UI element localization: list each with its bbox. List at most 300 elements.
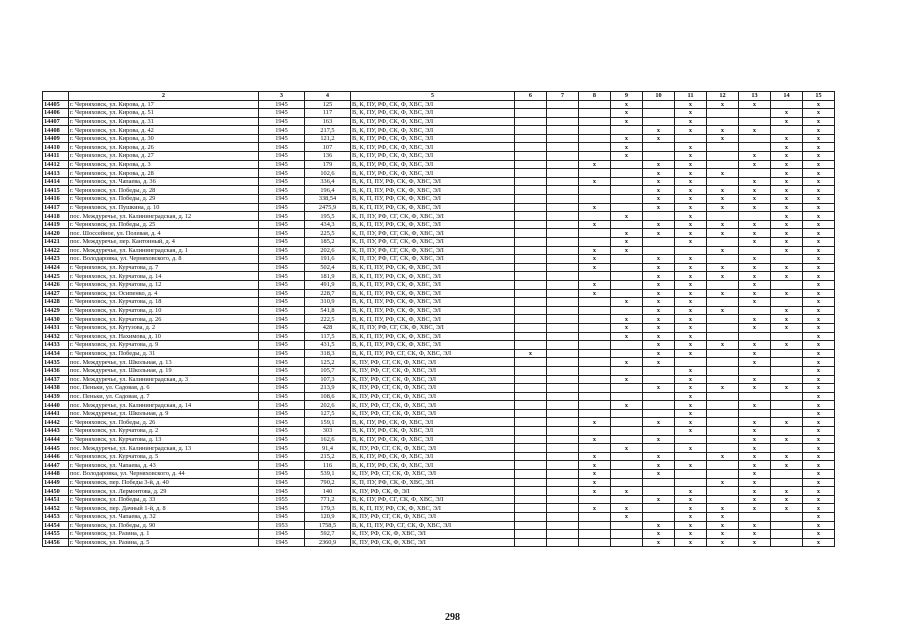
column-header: 14 <box>771 92 803 101</box>
flag-cell: x <box>739 461 771 470</box>
flag-cell <box>611 366 643 375</box>
flag-cell <box>675 435 707 444</box>
flag-cell <box>547 538 579 547</box>
area-cell: 215,2 <box>305 452 351 461</box>
table-row <box>43 143 835 152</box>
flag-cell <box>547 349 579 358</box>
address-cell: г. Черняховск, ул. Кирова, д. 51 <box>69 109 259 118</box>
flag-cell: x <box>611 109 643 118</box>
flag-cell <box>771 521 803 530</box>
flag-cell: x <box>707 203 739 212</box>
flag-cell <box>515 323 547 332</box>
services-cell: К, ПУ, РФ, СК, Ф, ЭЛ <box>351 487 515 496</box>
flag-cell: x <box>707 478 739 487</box>
services-cell: В, К, ПУ, РФ, СК, Ф, ХВС, ЭЛ <box>351 134 515 143</box>
area-cell: 217,5 <box>305 126 351 135</box>
flag-cell <box>547 272 579 281</box>
flag-cell <box>707 418 739 427</box>
flag-cell <box>547 427 579 436</box>
flag-cell: x <box>739 272 771 281</box>
flag-cell <box>515 263 547 272</box>
flag-cell: x <box>579 504 611 513</box>
flag-cell <box>739 409 771 418</box>
flag-cell <box>579 513 611 522</box>
flag-cell: x <box>675 280 707 289</box>
flag-cell <box>515 366 547 375</box>
flag-cell <box>579 401 611 410</box>
flag-cell <box>707 280 739 289</box>
table-row <box>43 246 835 255</box>
flag-cell: x <box>739 530 771 539</box>
flag-cell: x <box>675 263 707 272</box>
flag-cell <box>547 401 579 410</box>
flag-cell <box>547 169 579 178</box>
record-id: 14415 <box>43 186 69 195</box>
flag-cell: x <box>739 203 771 212</box>
flag-cell: x <box>707 263 739 272</box>
flag-cell <box>547 435 579 444</box>
flag-cell: x <box>675 530 707 539</box>
flag-cell: x <box>707 504 739 513</box>
flag-cell <box>547 341 579 350</box>
flag-cell: x <box>611 315 643 324</box>
services-cell: В, К, П, ПУ, РФ, СК, Ф, ХВС, ЭЛ <box>351 332 515 341</box>
flag-cell: x <box>771 461 803 470</box>
flag-cell: x <box>675 444 707 453</box>
flag-cell: x <box>675 255 707 264</box>
flag-cell <box>707 470 739 479</box>
record-id: 14436 <box>43 366 69 375</box>
table-row <box>43 427 835 436</box>
flag-cell <box>579 134 611 143</box>
flag-cell <box>771 530 803 539</box>
flag-cell: x <box>579 255 611 264</box>
flag-cell: x <box>675 349 707 358</box>
flag-cell <box>515 513 547 522</box>
flag-cell: x <box>803 246 835 255</box>
record-id: 14425 <box>43 272 69 281</box>
record-id: 14443 <box>43 427 69 436</box>
flag-cell: x <box>803 126 835 135</box>
services-cell: В, К, П, ПУ, РФ, СК, Ф, ХВС, ЭЛ <box>351 289 515 298</box>
table-row <box>43 255 835 264</box>
flag-cell: x <box>739 160 771 169</box>
flag-cell: x <box>803 186 835 195</box>
flag-cell: x <box>803 427 835 436</box>
flag-cell: x <box>803 366 835 375</box>
flag-cell <box>515 220 547 229</box>
flag-cell <box>611 349 643 358</box>
flag-cell: x <box>803 203 835 212</box>
table-row <box>43 272 835 281</box>
record-id: 14438 <box>43 384 69 393</box>
column-header: 7 <box>547 92 579 101</box>
services-cell: В, К, П, ПУ, РФ, СК, Ф, ХВС, ЭЛ <box>351 186 515 195</box>
flag-cell: x <box>675 384 707 393</box>
record-id: 14449 <box>43 478 69 487</box>
flag-cell: x <box>675 212 707 221</box>
flag-cell <box>547 238 579 247</box>
flag-cell <box>515 246 547 255</box>
address-cell: пос. Междуречье, ул. Школьная, д. 19 <box>69 366 259 375</box>
flag-cell <box>739 143 771 152</box>
record-id: 14418 <box>43 212 69 221</box>
table-row <box>43 384 835 393</box>
services-cell: В, К, П, ПУ, РФ, СК, Ф, ХВС, ЭЛ <box>351 177 515 186</box>
flag-cell: x <box>707 538 739 547</box>
flag-cell <box>643 238 675 247</box>
record-id: 14439 <box>43 392 69 401</box>
flag-cell <box>547 186 579 195</box>
flag-cell <box>515 341 547 350</box>
flag-cell: x <box>579 246 611 255</box>
record-id: 14414 <box>43 177 69 186</box>
flag-cell: x <box>675 169 707 178</box>
services-cell: В, К, П, ПУ, РФ, СК, Ф, ХВС, ЭЛ <box>351 341 515 350</box>
flag-cell: x <box>771 177 803 186</box>
flag-cell <box>547 160 579 169</box>
flag-cell <box>611 538 643 547</box>
area-cell: 125,2 <box>305 358 351 367</box>
flag-cell <box>707 238 739 247</box>
flag-cell: x <box>643 349 675 358</box>
services-cell: К, ПУ, РФ, СГ, СК, Ф, ХВС, ЭЛ <box>351 366 515 375</box>
year-cell: 1945 <box>259 315 305 324</box>
flag-cell: x <box>803 255 835 264</box>
area-cell: 105,7 <box>305 366 351 375</box>
flag-cell: x <box>643 521 675 530</box>
flag-cell: x <box>675 366 707 375</box>
flag-cell: x <box>643 461 675 470</box>
flag-cell: x <box>611 298 643 307</box>
address-cell: г. Черняховск, ул. Кирова, д. 3 <box>69 160 259 169</box>
flag-cell: x <box>675 100 707 109</box>
table-row <box>43 126 835 135</box>
table-row <box>43 238 835 247</box>
flag-cell: x <box>579 478 611 487</box>
flag-cell: x <box>643 255 675 264</box>
flag-cell: x <box>707 186 739 195</box>
flag-cell: x <box>771 117 803 126</box>
flag-cell <box>547 109 579 118</box>
area-cell: 790,2 <box>305 478 351 487</box>
flag-cell: x <box>771 160 803 169</box>
record-id: 14447 <box>43 461 69 470</box>
flag-cell <box>515 401 547 410</box>
flag-cell: x <box>803 409 835 418</box>
flag-cell <box>707 375 739 384</box>
flag-cell <box>707 323 739 332</box>
flag-cell: x <box>675 298 707 307</box>
flag-cell <box>547 177 579 186</box>
flag-cell: x <box>803 323 835 332</box>
area-cell: 202,6 <box>305 401 351 410</box>
flag-cell: x <box>707 126 739 135</box>
flag-cell: x <box>771 195 803 204</box>
page-number: 298 <box>445 612 460 623</box>
flag-cell <box>643 427 675 436</box>
address-cell: г. Черняховск, ул. Курчатова, д. 9 <box>69 341 259 350</box>
flag-cell <box>739 366 771 375</box>
flag-cell <box>515 470 547 479</box>
table-row <box>43 289 835 298</box>
flag-cell: x <box>675 117 707 126</box>
flag-cell <box>579 169 611 178</box>
flag-cell: x <box>739 220 771 229</box>
address-cell: г. Черняховск, ул. Победы, д. 26 <box>69 418 259 427</box>
flag-cell: x <box>803 513 835 522</box>
year-cell: 1945 <box>259 152 305 161</box>
services-cell: В, К, П, ПУ, РФ, СК, Ф, ХВС, ЭЛ <box>351 195 515 204</box>
services-cell: В, К, П, ПУ, РФ, СК, Ф, ХВС, ЭЛ <box>351 272 515 281</box>
table-row <box>43 470 835 479</box>
services-cell: К, ПУ, РФ, СГ, СК, Ф, ХВС, ЭЛ <box>351 384 515 393</box>
flag-cell <box>579 100 611 109</box>
flag-cell: x <box>739 152 771 161</box>
flag-cell <box>547 298 579 307</box>
flag-cell: x <box>803 384 835 393</box>
flag-cell: x <box>803 160 835 169</box>
flag-cell <box>675 358 707 367</box>
table-row <box>43 298 835 307</box>
flag-cell: x <box>803 195 835 204</box>
flag-cell: x <box>739 495 771 504</box>
flag-cell: x <box>675 203 707 212</box>
table-body <box>43 100 835 547</box>
address-cell: г. Черняховск, ул. Победы, д. 25 <box>69 220 259 229</box>
flag-cell: x <box>643 195 675 204</box>
address-cell: пос. Междуречье, ул. Калининградская, д. 13 <box>69 444 259 453</box>
flag-cell <box>515 100 547 109</box>
flag-cell: x <box>675 538 707 547</box>
services-cell: В, К, ПУ, РФ, СК, Ф, ХВС, ЭЛ <box>351 152 515 161</box>
area-cell: 228,7 <box>305 289 351 298</box>
flag-cell: x <box>611 358 643 367</box>
flag-cell <box>579 427 611 436</box>
year-cell: 1945 <box>259 323 305 332</box>
year-cell: 1945 <box>259 255 305 264</box>
column-header: 9 <box>611 92 643 101</box>
flag-cell <box>707 255 739 264</box>
flag-cell <box>547 504 579 513</box>
address-cell: пос. Пеньки, ул. Садовая, д. 6 <box>69 384 259 393</box>
flag-cell: x <box>803 461 835 470</box>
flag-cell: x <box>739 255 771 264</box>
flag-cell: x <box>771 306 803 315</box>
address-cell: г. Черняховск, ул. Курчатова, д. 14 <box>69 272 259 281</box>
address-cell: г. Черняховск, ул. Чапаева, д. 32 <box>69 513 259 522</box>
record-id: 14426 <box>43 280 69 289</box>
flag-cell: x <box>771 152 803 161</box>
year-cell: 1945 <box>259 169 305 178</box>
area-cell: 107 <box>305 143 351 152</box>
area-cell: 117 <box>305 109 351 118</box>
table-row <box>43 521 835 530</box>
table-row <box>43 117 835 126</box>
record-id: 14431 <box>43 323 69 332</box>
flag-cell: x <box>739 195 771 204</box>
flag-cell: x <box>739 323 771 332</box>
flag-cell: x <box>515 349 547 358</box>
flag-cell <box>579 315 611 324</box>
flag-cell <box>643 401 675 410</box>
services-cell: В, К, ПУ, РФ, СК, Ф, ХВС, ЭЛ <box>351 117 515 126</box>
flag-cell: x <box>707 246 739 255</box>
flag-cell: x <box>771 169 803 178</box>
flag-cell <box>707 427 739 436</box>
flag-cell: x <box>803 530 835 539</box>
table-row <box>43 100 835 109</box>
flag-cell <box>611 521 643 530</box>
table-row <box>43 444 835 453</box>
table-row <box>43 349 835 358</box>
column-header: 11 <box>675 92 707 101</box>
year-cell: 1945 <box>259 435 305 444</box>
record-id: 14452 <box>43 504 69 513</box>
flag-cell: x <box>803 435 835 444</box>
flag-cell: x <box>675 152 707 161</box>
address-cell: пос. Междуречье, ул. Школьная, д. 9 <box>69 409 259 418</box>
services-cell: В, К, П, ПУ, РФ, СК, Ф, ХВС, ЭЛ <box>351 263 515 272</box>
address-cell: пос. Володаровка, ул. Черняховского, д. 44 <box>69 470 259 479</box>
flag-cell <box>515 255 547 264</box>
flag-cell: x <box>739 504 771 513</box>
flag-cell <box>579 375 611 384</box>
record-id: 14407 <box>43 117 69 126</box>
record-id: 14421 <box>43 238 69 247</box>
area-cell: 121,2 <box>305 134 351 143</box>
year-cell: 1945 <box>259 195 305 204</box>
flag-cell <box>547 280 579 289</box>
address-cell: г. Черняховск, пер. Победы 3-й, д. 40 <box>69 478 259 487</box>
flag-cell <box>611 186 643 195</box>
services-cell: В, К, П, ПУ, РФ, СК, Ф, ХВС, ЭЛ <box>351 315 515 324</box>
table-row <box>43 109 835 118</box>
flag-cell: x <box>579 280 611 289</box>
area-cell: 336,4 <box>305 177 351 186</box>
flag-cell: x <box>707 100 739 109</box>
year-cell: 1945 <box>259 126 305 135</box>
flag-cell <box>611 177 643 186</box>
flag-cell: x <box>643 169 675 178</box>
flag-cell <box>547 358 579 367</box>
flag-cell <box>547 229 579 238</box>
address-cell: пос. Междуречье, ул. Калининградская, д. 3 <box>69 375 259 384</box>
flag-cell: x <box>739 478 771 487</box>
year-cell: 1945 <box>259 538 305 547</box>
flag-cell: x <box>739 358 771 367</box>
services-cell: К, ПУ, РФ, СГ, СК, Ф, ХВС, ЭЛ <box>351 358 515 367</box>
address-cell: пос. Междуречье, ул. Калининградская, д. 1 <box>69 246 259 255</box>
address-cell: пос. Междуречье, ул. Калининградская, д. 12 <box>69 212 259 221</box>
flag-cell: x <box>643 203 675 212</box>
flag-cell: x <box>579 452 611 461</box>
flag-cell: x <box>675 160 707 169</box>
flag-cell: x <box>643 332 675 341</box>
address-cell: г. Черняховск, ул. Курчатова, д. 12 <box>69 280 259 289</box>
year-cell: 1945 <box>259 384 305 393</box>
address-cell: г. Черняховск, ул. Кирова, д. 27 <box>69 152 259 161</box>
flag-cell <box>611 255 643 264</box>
record-id: 14448 <box>43 470 69 479</box>
services-cell: К, ПУ, РФ, СГ, СК, Ф, ХВС, ЭЛ <box>351 470 515 479</box>
flag-cell <box>515 435 547 444</box>
flag-cell <box>739 117 771 126</box>
flag-cell <box>579 341 611 350</box>
year-cell: 1945 <box>259 332 305 341</box>
flag-cell: x <box>675 143 707 152</box>
flag-cell <box>515 487 547 496</box>
record-id: 14455 <box>43 530 69 539</box>
flag-cell: x <box>739 289 771 298</box>
flag-cell: x <box>579 220 611 229</box>
flag-cell <box>547 470 579 479</box>
flag-cell <box>643 117 675 126</box>
flag-cell: x <box>707 134 739 143</box>
flag-cell: x <box>803 315 835 324</box>
services-cell: В, К, ПУ, РФ, СК, Ф, ХВС, ЭЛ <box>351 169 515 178</box>
flag-cell <box>707 152 739 161</box>
area-cell: 502,4 <box>305 263 351 272</box>
services-cell: К, П, ПУ, РФ, СГ, СК, Ф, ХВС, ЭЛ <box>351 229 515 238</box>
flag-cell <box>515 229 547 238</box>
flag-cell <box>643 366 675 375</box>
record-id: 14446 <box>43 452 69 461</box>
year-cell: 1945 <box>259 504 305 513</box>
record-id: 14423 <box>43 255 69 264</box>
table-row <box>43 392 835 401</box>
flag-cell <box>579 272 611 281</box>
flag-cell <box>515 538 547 547</box>
record-id: 14406 <box>43 109 69 118</box>
flag-cell <box>579 306 611 315</box>
record-id: 14417 <box>43 203 69 212</box>
year-cell: 1945 <box>259 160 305 169</box>
flag-cell <box>579 409 611 418</box>
address-cell: г. Черняховск, ул. Курчатова, д. 10 <box>69 306 259 315</box>
flag-cell: x <box>803 418 835 427</box>
flag-cell <box>611 341 643 350</box>
flag-cell <box>611 289 643 298</box>
table-row <box>43 538 835 547</box>
flag-cell <box>611 530 643 539</box>
flag-cell: x <box>803 263 835 272</box>
flag-cell <box>579 366 611 375</box>
flag-cell: x <box>611 212 643 221</box>
flag-cell: x <box>707 306 739 315</box>
flag-cell: x <box>611 134 643 143</box>
table-row <box>43 375 835 384</box>
flag-cell <box>675 452 707 461</box>
flag-cell <box>579 212 611 221</box>
flag-cell <box>515 177 547 186</box>
area-cell: 428 <box>305 323 351 332</box>
flag-cell: x <box>611 513 643 522</box>
flag-cell: x <box>803 229 835 238</box>
record-id: 14435 <box>43 358 69 367</box>
flag-cell <box>515 160 547 169</box>
table-row <box>43 152 835 161</box>
flag-cell <box>771 478 803 487</box>
flag-cell <box>547 220 579 229</box>
flag-cell: x <box>739 280 771 289</box>
flag-cell <box>771 332 803 341</box>
flag-cell: x <box>675 504 707 513</box>
flag-cell: x <box>803 341 835 350</box>
flag-cell <box>707 349 739 358</box>
record-id: 14445 <box>43 444 69 453</box>
flag-cell: x <box>771 186 803 195</box>
